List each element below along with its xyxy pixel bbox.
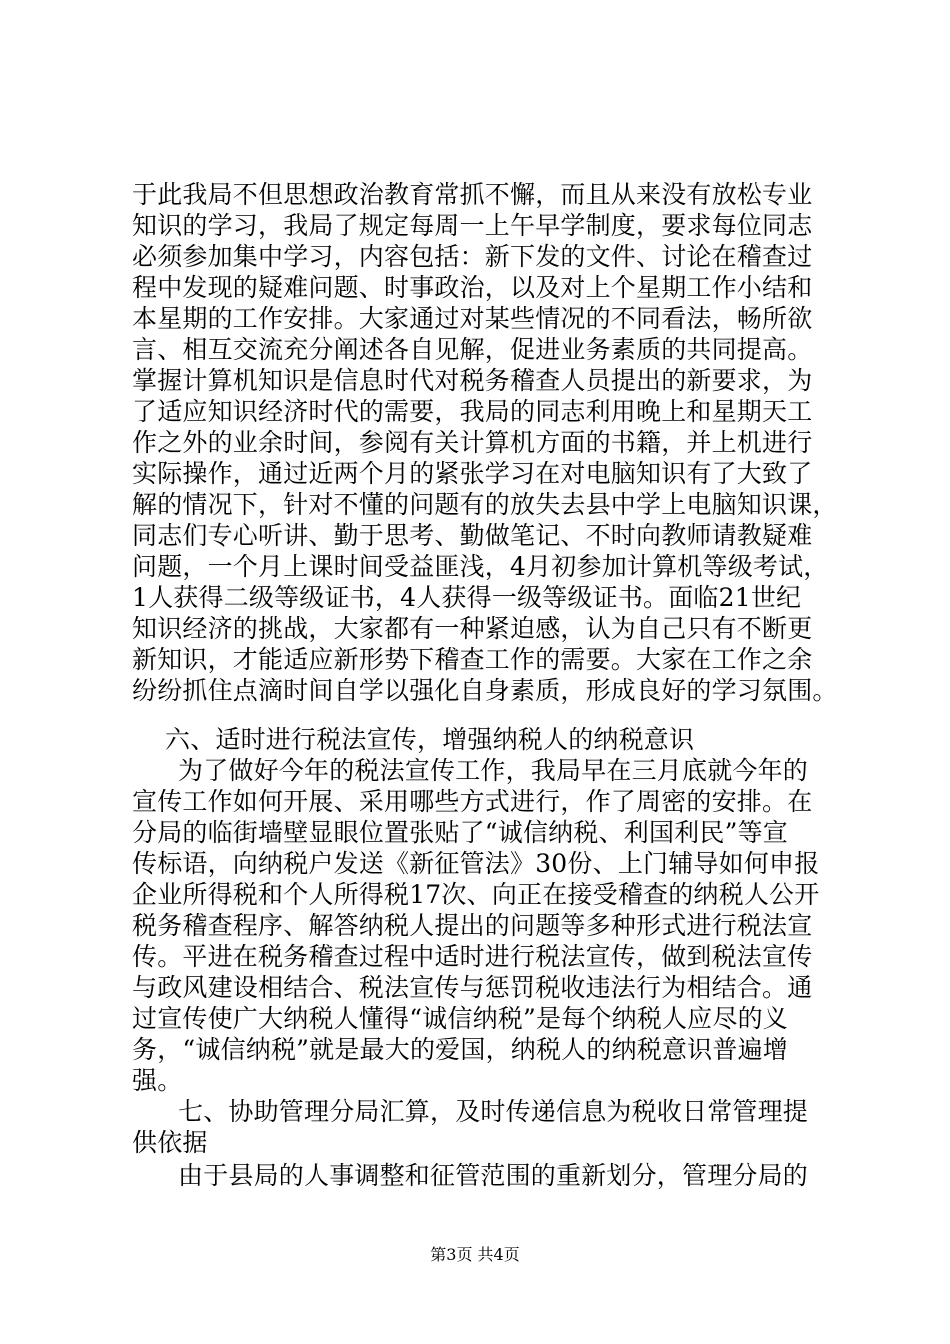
paragraph-line: 掌握计算机知识是信息时代对税务稽查人员提出的新要求，为 <box>132 366 813 395</box>
paragraph-line: 程中发现的疑难问题、时事政治，以及对上个星期工作小结和 <box>132 273 813 302</box>
paragraph-line: 与政风建设相结合、税法宣传与惩罚税收违法行为相结合。通 <box>132 973 813 1002</box>
paragraph-line: 解的情况下，针对不懂的问题有的放失去县中学上电脑知识课， <box>132 490 838 519</box>
paragraph-line: 了适应知识经济时代的需要，我局的同志利用晚上和星期天工 <box>132 397 813 426</box>
section-heading: 六、适时进行税法宣传，增强纳税人的纳税意识 <box>165 725 695 754</box>
paragraph-line: 作之外的业余时间，参阅有关计算机方面的书籍，并上机进行 <box>132 428 813 457</box>
paragraph-line: 本星期的工作安排。大家通过对某些情况的不同看法，畅所欲 <box>132 304 813 333</box>
paragraph-line: 实际操作，通过近两个月的紧张学习在对电脑知识有了大致了 <box>132 459 813 488</box>
page-footer: 第3页 共4页 <box>430 1245 520 1264</box>
paragraph-line: 税务稽查程序、解答纳税人提出的问题等多种形式进行税法宣 <box>132 911 813 940</box>
paragraph-line: 由于县局的人事调整和征管范围的重新划分，管理分局的 <box>178 1161 809 1190</box>
paragraph-line: 传。平进在税务稽查过程中适时进行税法宣传，做到税法宣传 <box>132 942 813 971</box>
paragraph-line: 为了做好今年的税法宣传工作，我局早在三月底就今年的 <box>178 756 809 785</box>
paragraph-line: 必须参加集中学习，内容包括：新下发的文件、讨论在稽查过 <box>132 242 813 271</box>
paragraph-line: 问题，一个月上课时间受益匪浅，4月初参加计算机等级考试， <box>132 552 829 581</box>
paragraph-line: 言、相互交流充分阐述各自见解，促进业务素质的共同提高。 <box>132 335 813 364</box>
paragraph-line: 企业所得税和个人所得税17次、向正在接受稽查的纳税人公开 <box>132 880 820 909</box>
paragraph-line: 知识的学习，我局了规定每周一上午早学制度，要求每位同志 <box>132 211 813 240</box>
paragraph-line: 新知识，才能适应新形势下稽查工作的需要。大家在工作之余 <box>132 645 813 674</box>
paragraph-line: 传标语，向纳税户发送《新征管法》30份、上门辅导如何申报 <box>132 849 820 878</box>
section-heading: 七、协助管理分局汇算，及时传递信息为税收日常管理提 <box>178 1097 809 1126</box>
paragraph-line: 分局的临街墙壁显眼位置张贴了“诚信纳税、利国利民”等宣 <box>132 818 788 847</box>
paragraph-line: 过宣传使广大纳税人懂得“诚信纳税”是每个纳税人应尽的义 <box>132 1004 788 1033</box>
paragraph-line: 务，“诚信纳税”就是最大的爱国，纳税人的纳税意识普遍增 <box>132 1035 788 1064</box>
paragraph-line: 纷纷抓住点滴时间自学以强化自身素质，形成良好的学习氛围。 <box>132 676 838 705</box>
paragraph-line: 于此我局不但思想政治教育常抓不懈，而且从来没有放松专业 <box>132 180 813 209</box>
paragraph-line: 宣传工作如何开展、采用哪些方式进行，作了周密的安排。在 <box>132 787 813 816</box>
paragraph-line: 1人获得二级等级证书，4人获得一级等级证书。面临21世纪 <box>132 583 802 612</box>
paragraph-line: 同志们专心听讲、勤于思考、勤做笔记、不时向教师请教疑难 <box>132 521 813 550</box>
section-heading-continued: 供依据 <box>132 1128 208 1157</box>
paragraph-line: 强。 <box>132 1066 183 1095</box>
paragraph-line: 知识经济的挑战，大家都有一种紧迫感，认为自己只有不断更 <box>132 614 813 643</box>
